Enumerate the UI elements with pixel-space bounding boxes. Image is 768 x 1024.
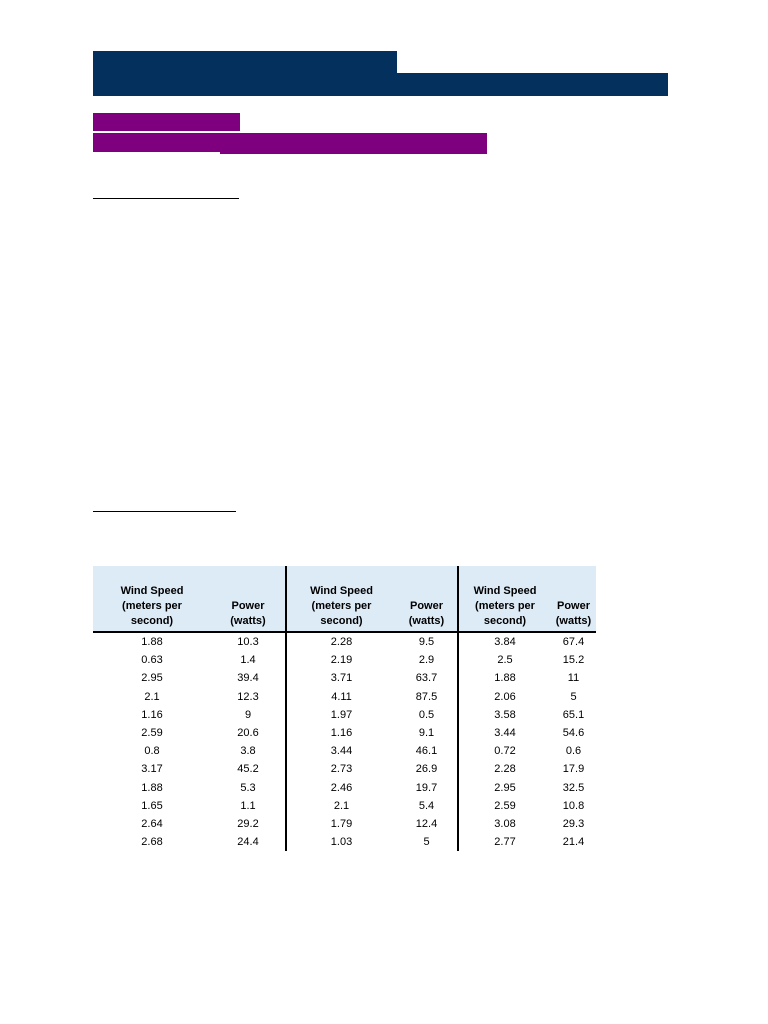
cell-wind-speed-2: 2.19 [286, 651, 396, 669]
cell-power-1: 24.4 [237, 836, 259, 849]
cell-power-3: 17.9 [562, 763, 585, 776]
cell-wind-speed-3: 0.72 [458, 742, 551, 760]
cell-wind-speed-2: 2.1 [286, 797, 396, 815]
cell-wind-speed-1: 1.88 [141, 636, 163, 649]
table-row [93, 724, 596, 742]
cell-power-2: 12.4 [415, 817, 438, 830]
cell-power-2: 0.5 [418, 708, 435, 721]
cell-wind-speed-1: 2.95 [141, 672, 163, 685]
table-row [93, 742, 596, 760]
cell-power-1: 45.2 [237, 763, 259, 776]
cell-wind-speed-1: 1.65 [141, 799, 163, 812]
section-heading-underline-2 [93, 511, 236, 512]
table-header-row [93, 566, 596, 632]
cell-wind-speed-2: 2.28 [286, 632, 396, 651]
cell-power-2: 46.1 [415, 745, 438, 758]
cell-power-1: 20.6 [237, 727, 259, 740]
subtitle-underline [93, 152, 220, 154]
cell-power-3: 0.6 [565, 745, 582, 758]
cell-power-1: 10.3 [237, 636, 259, 649]
cell-wind-speed-3: 3.84 [458, 632, 551, 651]
cell-power-3: 32.5 [562, 781, 585, 794]
cell-wind-speed-3: 2.06 [458, 688, 551, 706]
cell-power-1: 1.4 [240, 654, 256, 667]
cell-power-3: 21.4 [562, 836, 585, 849]
cell-wind-speed-2: 1.03 [286, 833, 396, 851]
table-row [93, 688, 596, 706]
cell-wind-speed-1: 1.16 [141, 708, 163, 721]
cell-power-1: 39.4 [237, 672, 259, 685]
cell-wind-speed-3: 2.77 [458, 833, 551, 851]
table-row [93, 632, 596, 651]
cell-power-1: 29.2 [237, 817, 259, 830]
cell-wind-speed-3: 3.08 [458, 815, 551, 833]
cell-wind-speed-2: 2.73 [286, 760, 396, 778]
cell-power-2: 9.1 [418, 727, 435, 740]
header-power-2: Power (watts) [396, 566, 458, 632]
table-row [93, 760, 596, 778]
cell-power-2: 5 [423, 836, 430, 849]
cell-wind-speed-2: 1.79 [286, 815, 396, 833]
cell-wind-speed-1: 1.88 [141, 781, 163, 794]
header-power-1: Power (watts) [211, 566, 286, 632]
cell-power-1: 1.1 [240, 799, 256, 812]
table-row [93, 815, 596, 833]
cell-power-3: 10.8 [562, 799, 585, 812]
subtitle-highlight-2 [93, 133, 487, 154]
cell-wind-speed-3: 2.28 [458, 760, 551, 778]
cell-power-2: 63.7 [415, 672, 438, 685]
cell-power-3: 65.1 [562, 708, 585, 721]
cell-power-1: 5.3 [240, 781, 256, 794]
cell-wind-speed-1: 2.68 [141, 836, 163, 849]
cell-wind-speed-2: 1.97 [286, 706, 396, 724]
cell-power-3: 67.4 [562, 636, 585, 649]
cell-wind-speed-2: 3.44 [286, 742, 396, 760]
cell-wind-speed-1: 2.64 [141, 817, 163, 830]
table-row [93, 833, 596, 851]
header-wind-speed-1: Wind Speed (meters per second) [93, 566, 211, 632]
subtitle-highlight-1 [93, 113, 240, 131]
cell-wind-speed-1: 0.8 [144, 745, 160, 758]
cell-power-3: 15.2 [562, 654, 585, 667]
cell-wind-speed-1: 2.1 [144, 690, 160, 703]
header-wind-speed-3: Wind Speed (meters per second) [458, 566, 551, 632]
cell-power-1: 3.8 [240, 745, 256, 758]
cell-wind-speed-3: 1.88 [458, 669, 551, 687]
cell-power-2: 9.5 [418, 636, 435, 649]
cell-power-2: 19.7 [415, 781, 438, 794]
cell-power-3: 11 [567, 672, 580, 685]
cell-wind-speed-2: 3.71 [286, 669, 396, 687]
header-power-3: Power (watts) [551, 566, 596, 632]
cell-power-1: 12.3 [237, 690, 259, 703]
table-row [93, 779, 596, 797]
cell-wind-speed-3: 2.95 [458, 779, 551, 797]
cell-power-3: 5 [570, 690, 577, 703]
cell-power-3: 54.6 [562, 727, 585, 740]
table-row [93, 797, 596, 815]
cell-power-2: 87.5 [415, 690, 438, 703]
cell-power-1: 9 [244, 708, 252, 721]
cell-wind-speed-1: 0.63 [141, 654, 163, 667]
header-wind-speed-2: Wind Speed (meters per second) [286, 566, 396, 632]
cell-power-2: 2.9 [418, 654, 435, 667]
cell-wind-speed-3: 2.5 [458, 651, 551, 669]
cell-power-2: 26.9 [415, 763, 438, 776]
cell-wind-speed-1: 2.59 [141, 727, 163, 740]
table-row [93, 706, 596, 724]
cell-power-3: 29.3 [562, 817, 585, 830]
cell-wind-speed-3: 2.59 [458, 797, 551, 815]
wind-power-table [93, 566, 596, 851]
cell-wind-speed-2: 1.16 [286, 724, 396, 742]
cell-wind-speed-3: 3.58 [458, 706, 551, 724]
table-row [93, 669, 596, 687]
cell-wind-speed-2: 2.46 [286, 779, 396, 797]
cell-wind-speed-3: 3.44 [458, 724, 551, 742]
title-banner-lower [93, 73, 668, 96]
cell-wind-speed-1: 3.17 [141, 763, 163, 776]
cell-power-2: 5.4 [418, 799, 435, 812]
cell-wind-speed-2: 4.11 [286, 688, 396, 706]
section-heading-underline-1 [93, 198, 239, 199]
table-row [93, 651, 596, 669]
